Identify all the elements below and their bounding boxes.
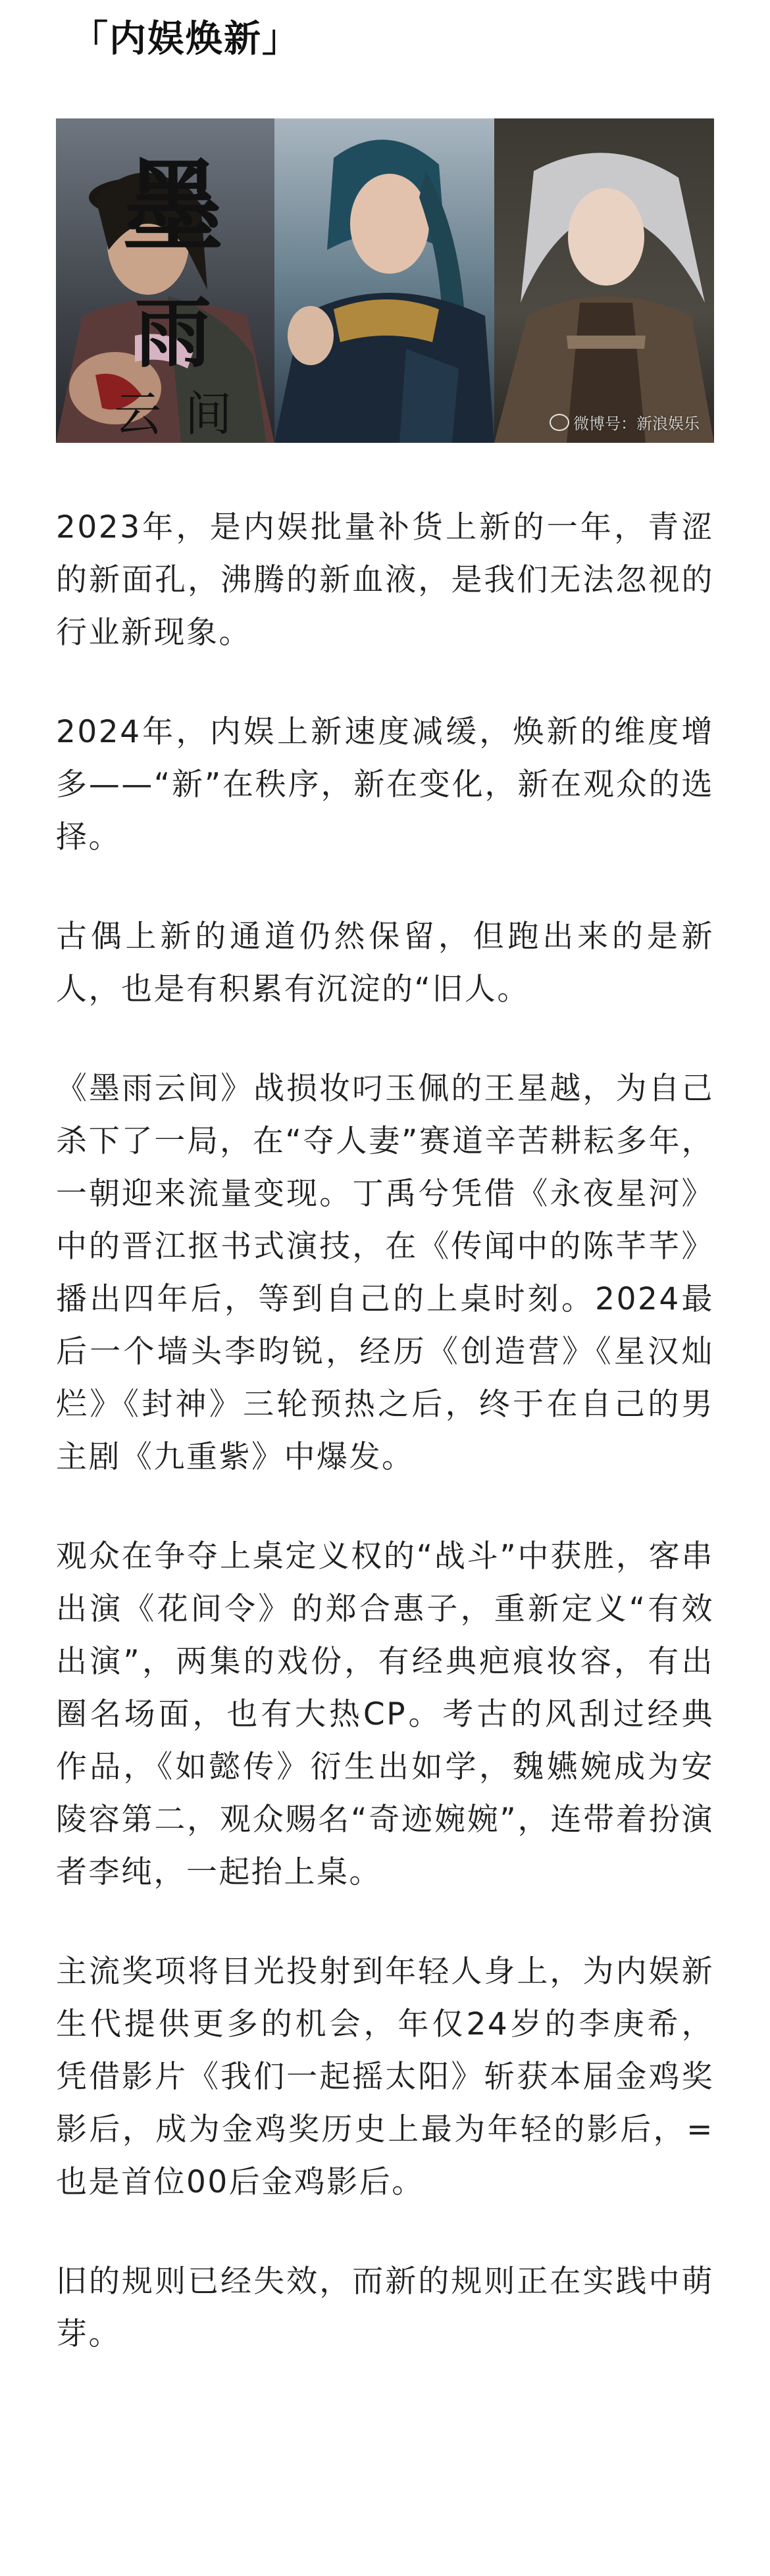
paragraph: 旧的规则已经失效，而新的规则正在实践中萌芽。: [56, 2263, 714, 2352]
paragraph: 2023年，是内娱批量补货上新的一年，青涩的新面孔，沸腾的新血液，是我们无法忽视的行业新现象。: [56, 509, 714, 651]
svg-text:墨: 墨: [122, 147, 224, 266]
svg-text:雨: 雨: [134, 288, 212, 378]
hero-image-collage: [56, 118, 714, 443]
paragraph: 古偶上新的通道仍然保留，但跑出来的是新人，也是有积累有沉淀的“旧人。: [56, 919, 714, 1007]
hero-panel-right: [494, 118, 714, 443]
svg-text:云: 云: [114, 386, 162, 442]
paragraph: 主流奖项将目光投射到年轻人身上，为内娱新生代提供更多的机会，年仅24岁的李庚希，凭借影片《我们一起摇太阳》斩获本届金鸡奖影后，成为金鸡奖历史上最为年轻的影后，=也是首位00后金鸡影后。: [56, 1954, 714, 2200]
article-body: [56, 501, 714, 2408]
paragraph: 《墨雨云间》战损妆叼玉佩的王星越，为自己杀下了一局，在“夺人妻”赛道辛苦耕耘多年，一朝迎来流量变现。丁禹兮凭借《永夜星河》中的晋江抠书式演技，在《传闻中的陈芊芊》播出四年后，等到自己的上桌时刻。2024最后一个墙头李昀锐，经历《创造营》《星汉灿烂》《封神》三轮预热之后，终于在自己的男主剧《九重紫》中爆发。: [56, 1071, 714, 1475]
paragraph: 2024年，内娱上新速度减缓，焕新的维度增多——“新”在秩序，新在变化，新在观众的选择。: [56, 714, 714, 855]
drama-logo-icon: [64, 124, 274, 443]
article-title: 「内娱焕新」: [71, 18, 300, 61]
hero-panel-center: [274, 118, 494, 443]
hero-panel-left: [56, 118, 274, 443]
watermark-text: 微博号：新浪娱乐: [573, 415, 700, 433]
watermark: [550, 411, 700, 434]
paragraph: 观众在争夺上桌定义权的“战斗”中获胜，客串出演《花间令》的郑合惠子，重新定义“有效出演”，两集的戏份，有经典疤痕妆容，有出圈名场面，也有大热CP。考古的风刮过经典作品，《如懿传》衍生出如学，魏嬿婉成为安陵容第二，观众赐名“奇迹婉婉”，连带着扮演者李纯，一起抬上桌。: [56, 1538, 714, 1890]
weibo-icon: [550, 414, 569, 431]
svg-text:间: 间: [184, 386, 232, 442]
